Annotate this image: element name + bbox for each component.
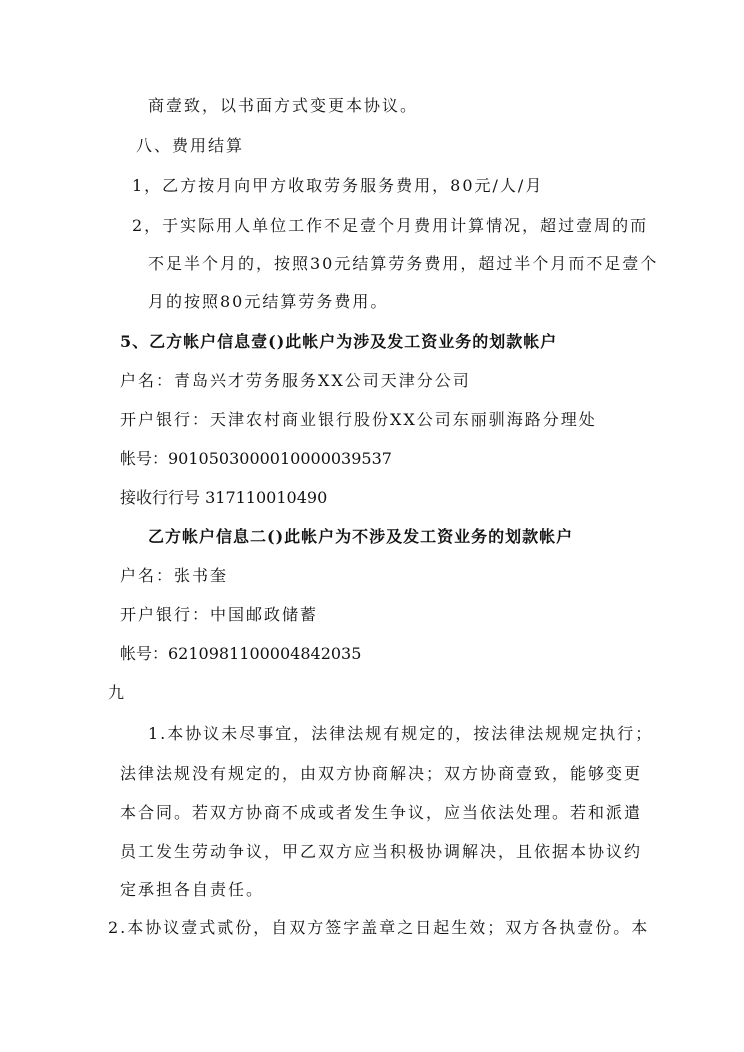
- account1-receiving-bank-no: 接收行行号 317110010490: [120, 488, 328, 507]
- section-nine-line: 1.本协议未尽事宜，法律法规有规定的，按法律法规规定执行；: [148, 724, 654, 743]
- account1-name: 户名：青岛兴才劳务服务XX公司天津分公司: [120, 371, 471, 390]
- section-heading-fees: 八、费用结算: [136, 136, 245, 155]
- section-nine-clause-2: 2.本协议壹式贰份，自双方签字盖章之日起生效；双方各执壹份。本: [108, 918, 650, 937]
- section-nine-line: 法律法规没有规定的，由双方协商解决；双方协商壹致，能够变更: [120, 764, 643, 783]
- text-line: 1，乙方按月向甲方收取劳务服务费用，80元/人/月: [132, 176, 544, 195]
- account2-number: 帐号：6210981100004842035: [120, 644, 362, 663]
- account2-name: 户名：张书奎: [120, 566, 229, 585]
- account1-bank: 开户银行：天津农村商业银行股份XX公司东丽驯海路分理处: [120, 410, 597, 429]
- section-nine-line: 本合同。若双方协商不成或者发生争议，应当依法处理。若和派遣: [120, 803, 643, 822]
- account1-heading: 5、乙方帐户信息壹()此帐户为涉及发工资业务的划款帐户: [120, 332, 558, 351]
- account2-heading: 乙方帐户信息二()此帐户为不涉及发工资业务的划款帐户: [148, 527, 574, 546]
- account2-bank: 开户银行：中国邮政储蓄: [120, 605, 319, 624]
- section-nine-line: 员工发生劳动争议，甲乙双方应当积极协调解决，且依据本协议约: [120, 842, 643, 861]
- text-line: 月的按照80元结算劳务费用。: [148, 292, 389, 311]
- account1-number: 帐号：9010503000010000039537: [120, 449, 392, 468]
- section-nine-line: 定承担各自责任。: [120, 880, 265, 899]
- text-line: 2，于实际用人单位工作不足壹个月费用计算情况，超过壹周的而: [132, 216, 649, 235]
- text-line: 不足半个月的，按照30元结算劳务费用，超过半个月而不足壹个: [148, 254, 659, 273]
- section-nine-title: 九: [108, 683, 127, 702]
- text-line: 商壹致，以书面方式变更本协议。: [148, 96, 419, 115]
